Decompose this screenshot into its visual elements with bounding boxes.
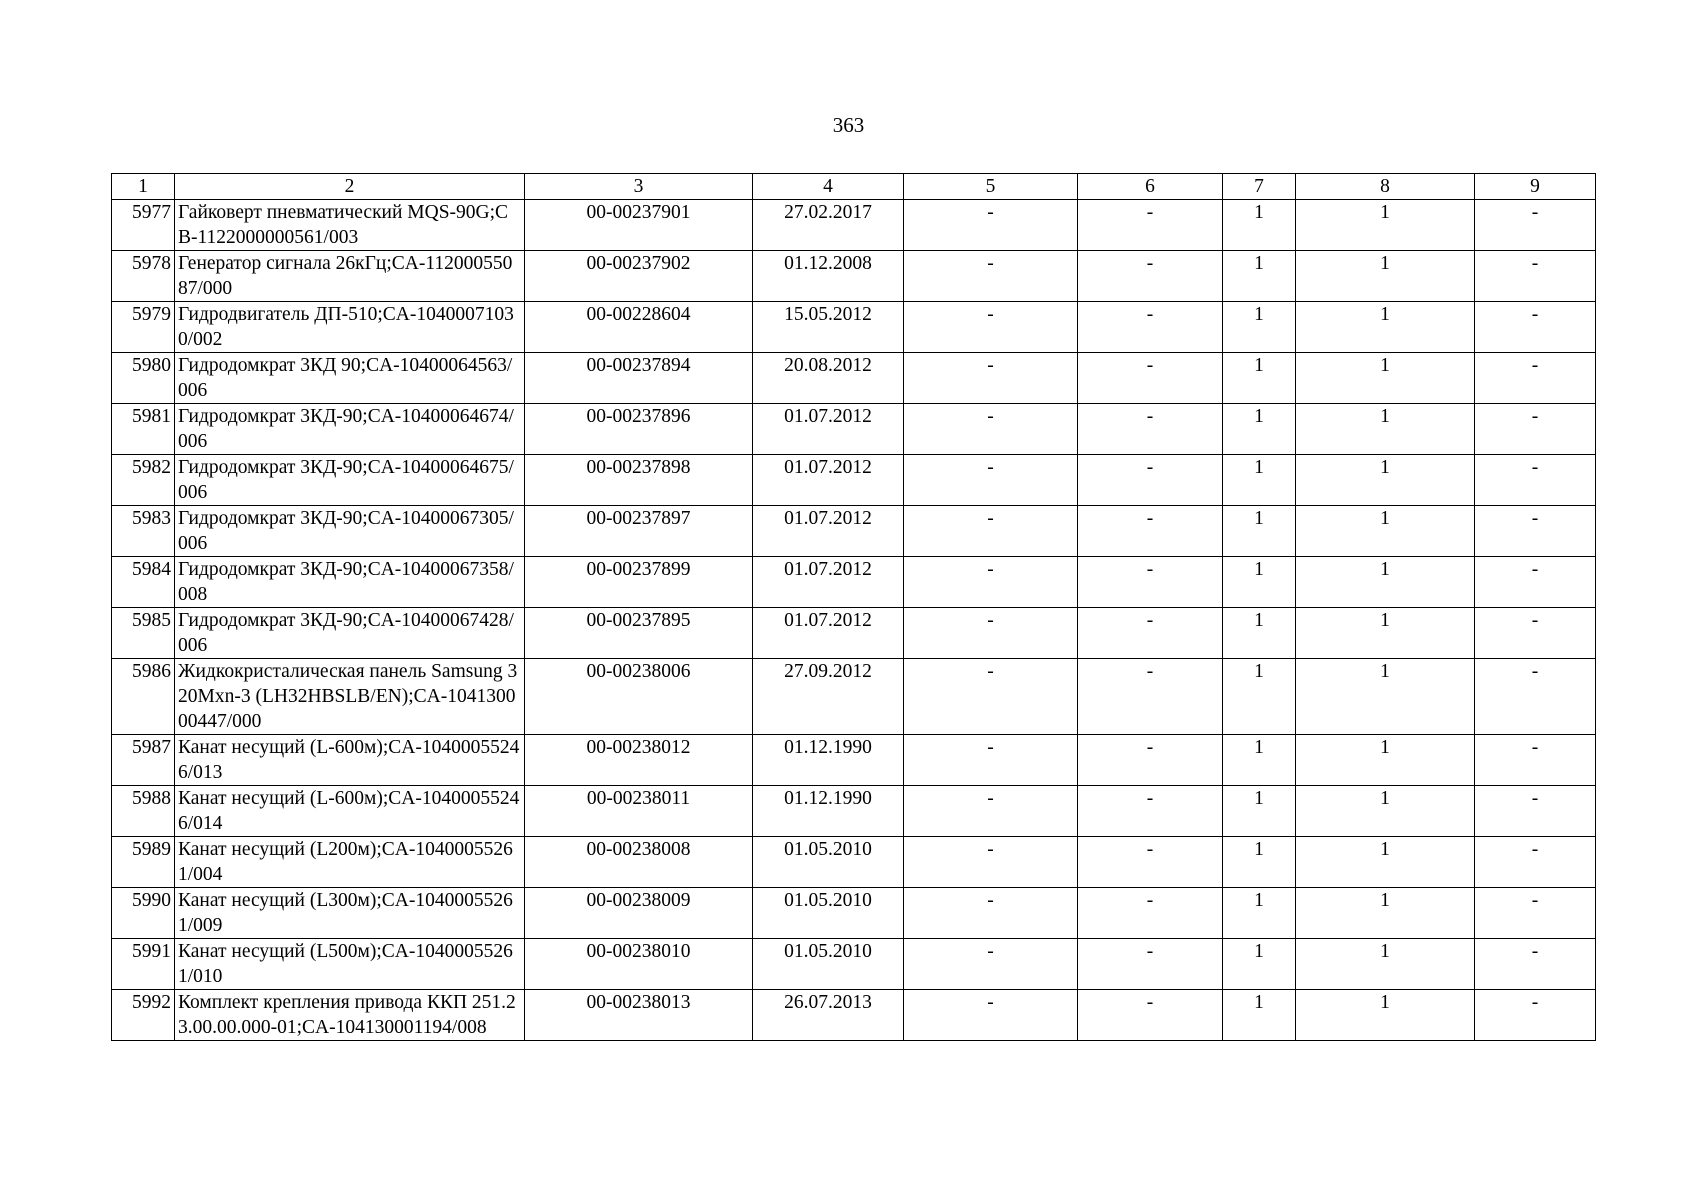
item-name: Гидродомкрат 3КД 90;CA-10400064563/006: [175, 353, 525, 404]
column-8-cell: 1: [1296, 506, 1475, 557]
column-6-cell: -: [1078, 353, 1223, 404]
column-8-cell: 1: [1296, 353, 1475, 404]
column-8-cell: 1: [1296, 302, 1475, 353]
item-name: Гидродомкрат 3КД-90;CA-10400067428/006: [175, 608, 525, 659]
date-cell: 01.05.2010: [753, 888, 904, 939]
table-row: [112, 506, 1596, 557]
row-number: 5992: [112, 990, 175, 1041]
row-number: 5984: [112, 557, 175, 608]
inventory-code: 00-00237901: [525, 200, 753, 251]
column-6-cell: -: [1078, 455, 1223, 506]
column-9-cell: -: [1475, 302, 1596, 353]
inventory-code: 00-00238006: [525, 659, 753, 735]
item-name: Канат несущий (L-600м);CA-10400055246/014: [175, 786, 525, 837]
row-number: 5991: [112, 939, 175, 990]
column-8-cell: 1: [1296, 990, 1475, 1041]
date-cell: 01.07.2012: [753, 557, 904, 608]
inventory-code: 00-00238009: [525, 888, 753, 939]
date-cell: 01.07.2012: [753, 404, 904, 455]
column-8-cell: 1: [1296, 786, 1475, 837]
table-row: [112, 455, 1596, 506]
inventory-code: 00-00237897: [525, 506, 753, 557]
table-row: [112, 557, 1596, 608]
table-row: [112, 735, 1596, 786]
row-number: 5981: [112, 404, 175, 455]
date-cell: 01.12.1990: [753, 786, 904, 837]
column-5-cell: -: [904, 506, 1078, 557]
date-cell: 15.05.2012: [753, 302, 904, 353]
row-number: 5977: [112, 200, 175, 251]
column-9-cell: -: [1475, 200, 1596, 251]
column-5-cell: -: [904, 888, 1078, 939]
inventory-code: 00-00237902: [525, 251, 753, 302]
column-8-cell: 1: [1296, 608, 1475, 659]
column-7-cell: 1: [1223, 302, 1296, 353]
column-8-cell: 1: [1296, 557, 1475, 608]
row-number: 5982: [112, 455, 175, 506]
column-6-cell: -: [1078, 302, 1223, 353]
column-6-cell: -: [1078, 506, 1223, 557]
column-6-cell: -: [1078, 939, 1223, 990]
column-header: 8: [1296, 174, 1475, 200]
date-cell: 01.05.2010: [753, 837, 904, 888]
table-row: [112, 837, 1596, 888]
table-row: [112, 200, 1596, 251]
item-name: Гидродомкрат 3КД-90;CA-10400067358/008: [175, 557, 525, 608]
column-5-cell: -: [904, 557, 1078, 608]
column-9-cell: -: [1475, 557, 1596, 608]
table-row: [112, 888, 1596, 939]
inventory-code: 00-00238013: [525, 990, 753, 1041]
inventory-code: 00-00238012: [525, 735, 753, 786]
date-cell: 01.07.2012: [753, 506, 904, 557]
inventory-code: 00-00238011: [525, 786, 753, 837]
column-9-cell: -: [1475, 353, 1596, 404]
item-name: Канат несущий (L200м);CA-10400055261/004: [175, 837, 525, 888]
column-5-cell: -: [904, 200, 1078, 251]
inventory-code: 00-00237896: [525, 404, 753, 455]
row-number: 5986: [112, 659, 175, 735]
column-header: 4: [753, 174, 904, 200]
column-7-cell: 1: [1223, 557, 1296, 608]
item-name: Гидродомкрат 3КД-90;CA-10400064674/006: [175, 404, 525, 455]
row-number: 5988: [112, 786, 175, 837]
column-7-cell: 1: [1223, 608, 1296, 659]
column-8-cell: 1: [1296, 939, 1475, 990]
column-6-cell: -: [1078, 990, 1223, 1041]
item-name: Гидродвигатель ДП-510;CA-10400071030/002: [175, 302, 525, 353]
column-7-cell: 1: [1223, 735, 1296, 786]
inventory-code: 00-00238008: [525, 837, 753, 888]
column-9-cell: -: [1475, 404, 1596, 455]
column-9-cell: -: [1475, 786, 1596, 837]
inventory-code: 00-00238010: [525, 939, 753, 990]
column-7-cell: 1: [1223, 837, 1296, 888]
date-cell: 01.07.2012: [753, 455, 904, 506]
column-header: 5: [904, 174, 1078, 200]
date-cell: 01.12.2008: [753, 251, 904, 302]
inventory-code: 00-00237895: [525, 608, 753, 659]
column-7-cell: 1: [1223, 455, 1296, 506]
inventory-code: 00-00237899: [525, 557, 753, 608]
column-8-cell: 1: [1296, 837, 1475, 888]
row-number: 5985: [112, 608, 175, 659]
page-number: 363: [832, 113, 865, 137]
column-5-cell: -: [904, 837, 1078, 888]
row-number: 5990: [112, 888, 175, 939]
asset-table: [111, 173, 1596, 1041]
column-header: 3: [525, 174, 753, 200]
table-row: [112, 990, 1596, 1041]
row-number: 5980: [112, 353, 175, 404]
column-7-cell: 1: [1223, 939, 1296, 990]
column-5-cell: -: [904, 659, 1078, 735]
table-row: [112, 786, 1596, 837]
column-5-cell: -: [904, 990, 1078, 1041]
column-9-cell: -: [1475, 888, 1596, 939]
column-9-cell: -: [1475, 455, 1596, 506]
table-row: [112, 251, 1596, 302]
column-8-cell: 1: [1296, 200, 1475, 251]
column-header: 2: [175, 174, 525, 200]
item-name: Канат несущий (L500м);CA-10400055261/010: [175, 939, 525, 990]
item-name: Канат несущий (L300м);CA-10400055261/009: [175, 888, 525, 939]
column-5-cell: -: [904, 404, 1078, 455]
column-6-cell: -: [1078, 200, 1223, 251]
column-8-cell: 1: [1296, 404, 1475, 455]
column-8-cell: 1: [1296, 455, 1475, 506]
column-header: 9: [1475, 174, 1596, 200]
column-5-cell: -: [904, 302, 1078, 353]
column-6-cell: -: [1078, 608, 1223, 659]
date-cell: 27.02.2017: [753, 200, 904, 251]
row-number: 5989: [112, 837, 175, 888]
column-9-cell: -: [1475, 990, 1596, 1041]
column-7-cell: 1: [1223, 786, 1296, 837]
column-6-cell: -: [1078, 786, 1223, 837]
inventory-code: 00-00228604: [525, 302, 753, 353]
item-name: Гидродомкрат 3КД-90;CA-10400064675/006: [175, 455, 525, 506]
column-9-cell: -: [1475, 251, 1596, 302]
column-6-cell: -: [1078, 837, 1223, 888]
table-row: [112, 353, 1596, 404]
column-5-cell: -: [904, 939, 1078, 990]
column-7-cell: 1: [1223, 990, 1296, 1041]
item-name: Жидкокристалическая панель Samsung 320Mxn-3 (LH32HBSLB/EN);CA-104130000447/000: [175, 659, 525, 735]
column-header: 7: [1223, 174, 1296, 200]
column-8-cell: 1: [1296, 659, 1475, 735]
item-name: Генератор сигнала 26кГц;CA-11200055087/000: [175, 251, 525, 302]
inventory-code: 00-00237894: [525, 353, 753, 404]
column-5-cell: -: [904, 251, 1078, 302]
column-8-cell: 1: [1296, 735, 1475, 786]
column-6-cell: -: [1078, 404, 1223, 455]
column-9-cell: -: [1475, 735, 1596, 786]
column-header: 6: [1078, 174, 1223, 200]
column-5-cell: -: [904, 353, 1078, 404]
item-name: Гидродомкрат 3КД-90;CA-10400067305/006: [175, 506, 525, 557]
column-7-cell: 1: [1223, 888, 1296, 939]
column-7-cell: 1: [1223, 404, 1296, 455]
table-row: [112, 302, 1596, 353]
inventory-code: 00-00237898: [525, 455, 753, 506]
column-5-cell: -: [904, 608, 1078, 659]
date-cell: 01.12.1990: [753, 735, 904, 786]
date-cell: 27.09.2012: [753, 659, 904, 735]
date-cell: 01.07.2012: [753, 608, 904, 659]
column-9-cell: -: [1475, 837, 1596, 888]
table-row: [112, 404, 1596, 455]
table-row: [112, 939, 1596, 990]
column-9-cell: -: [1475, 659, 1596, 735]
row-number: 5978: [112, 251, 175, 302]
row-number: 5979: [112, 302, 175, 353]
column-8-cell: 1: [1296, 251, 1475, 302]
column-6-cell: -: [1078, 735, 1223, 786]
date-cell: 26.07.2013: [753, 990, 904, 1041]
row-number: 5983: [112, 506, 175, 557]
column-5-cell: -: [904, 455, 1078, 506]
column-6-cell: -: [1078, 659, 1223, 735]
column-5-cell: -: [904, 786, 1078, 837]
item-name: Комплект крепления привода ККП 251.23.00.00.000-01;CA-104130001194/008: [175, 990, 525, 1041]
column-9-cell: -: [1475, 506, 1596, 557]
column-7-cell: 1: [1223, 200, 1296, 251]
table-row: [112, 659, 1596, 735]
column-7-cell: 1: [1223, 251, 1296, 302]
column-7-cell: 1: [1223, 353, 1296, 404]
date-cell: 20.08.2012: [753, 353, 904, 404]
table-row: [112, 608, 1596, 659]
column-8-cell: 1: [1296, 888, 1475, 939]
column-9-cell: -: [1475, 608, 1596, 659]
column-6-cell: -: [1078, 888, 1223, 939]
table-header-row: [112, 174, 1596, 200]
item-name: Канат несущий (L-600м);CA-10400055246/013: [175, 735, 525, 786]
date-cell: 01.05.2010: [753, 939, 904, 990]
column-5-cell: -: [904, 735, 1078, 786]
column-6-cell: -: [1078, 251, 1223, 302]
column-7-cell: 1: [1223, 506, 1296, 557]
row-number: 5987: [112, 735, 175, 786]
column-7-cell: 1: [1223, 659, 1296, 735]
column-header: 1: [112, 174, 175, 200]
column-9-cell: -: [1475, 939, 1596, 990]
item-name: Гайковерт пневматический MQS-90G;CB-1122000000561/003: [175, 200, 525, 251]
column-6-cell: -: [1078, 557, 1223, 608]
